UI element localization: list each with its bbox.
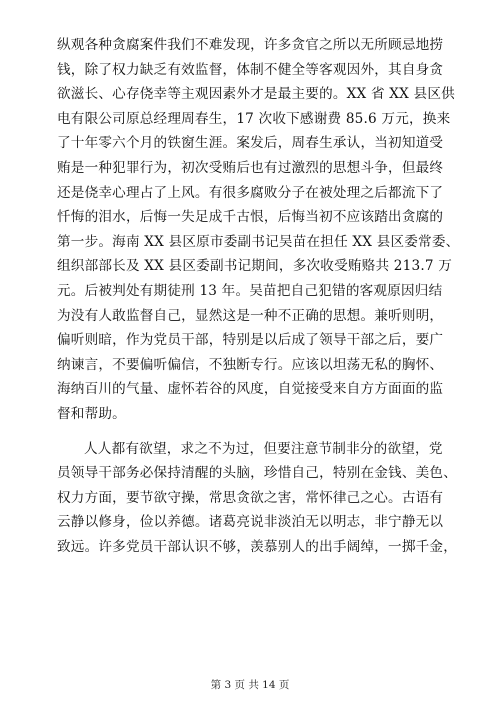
page-number: 第 3 页 共 14 页 (210, 679, 290, 691)
text-line: 贿是一种犯罪行为，初次受贿后也有过激烈的思想斗争，但最终 (57, 159, 444, 176)
text-line: 为没有人敢监督自己，显然这是一种不正确的思想。兼听则明， (57, 307, 444, 324)
text-line: 了十年零六个月的铁窗生涯。案发后，周春生承认，当初知道受 (57, 135, 444, 152)
text-line: 偏听则暗，作为党员干部，特别是以后成了领导干部之后，要广 (57, 332, 444, 349)
page-footer (0, 677, 500, 692)
text-line: 纵观各种贪腐案件我们不难发现，许多贪官之所以无所顾忌地捞 (57, 37, 444, 53)
text-line: 钱，除了权力缺乏有效监督，体制不健全等客观因外，其自身贪 (57, 61, 444, 78)
text-line: 致远。许多党员干部认识不够，羡慕别人的出手阔绰，一掷千金， (57, 538, 458, 555)
text-line: 员领导干部务必保持清醒的头脑，珍惜自己，特别在金钱、美色、 (57, 465, 458, 482)
text-line: 纳谏言，不要偏听偏信，不独断专行。应该以坦荡无私的胸怀、 (57, 356, 444, 373)
text-line: 元。后被判处有期徒刑 13 年。吴苗把自己犯错的客观原因归结 (57, 282, 443, 299)
text-line: 还是侥幸心理占了上风。有很多腐败分子在被处理之后都流下了 (57, 184, 444, 201)
text-line: 督和帮助。 (57, 405, 126, 422)
text-line: 海纳百川的气量、虚怀若谷的风度，自觉接受来自方方面面的监 (57, 381, 444, 398)
text-line: 第一步。海南 XX 县区原市委副书记吴苗在担任 XX 县区委常委、 (57, 233, 460, 250)
paragraph-gap (57, 427, 467, 437)
paragraph-2 (57, 437, 467, 560)
text-line: 权力方面，要节欲守操，常思贪欲之害，常怀律己之心。古语有 (57, 489, 444, 506)
body-text (57, 33, 467, 559)
text-line: 电有限公司原总经理周春生，17 次收下感谢费 85.6 万元，换来 (57, 110, 451, 127)
text-line: 组织部部长及 XX 县区委副书记期间，多次收受贿赂共 213.7 万 (57, 258, 453, 275)
text-line: 忏悔的泪水，后悔一失足成千古恨，后悔当初不应该踏出贪腐的 (57, 209, 444, 226)
text-line: 人人都有欲望，求之不为过，但要注意节制非分的欲望，党 (84, 440, 443, 457)
text-line: 欲滋长、心存侥幸等主观因素外才是最主要的。XX 省 XX 县区供 (57, 86, 455, 103)
text-line: 云静以修身，俭以养德。诸葛亮说非淡泊无以明志，非宁静无以 (57, 514, 444, 531)
paragraph-1 (57, 33, 467, 427)
